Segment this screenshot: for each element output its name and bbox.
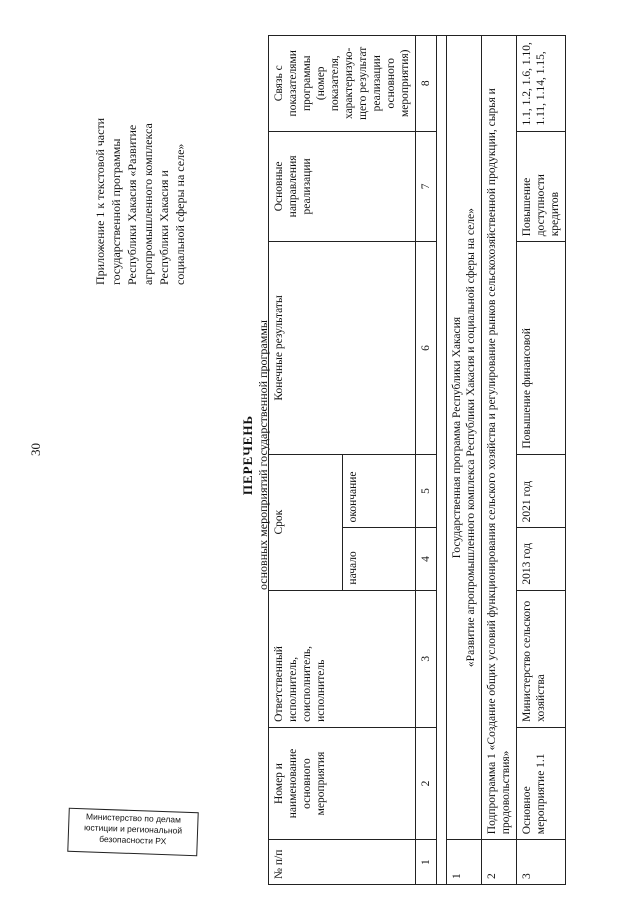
appendix-line: Республики Хакасия «Развитие	[125, 124, 139, 285]
header-results: Конечные результаты	[269, 242, 416, 454]
document-subtitle: основных мероприятий государственной программы	[256, 320, 270, 591]
header-end: окончание	[342, 454, 416, 528]
page-number: 30	[28, 443, 43, 456]
program-title-line: Государственная программа Республики Хакасия	[451, 316, 463, 559]
column-number: 3	[416, 590, 437, 727]
header-term: Срок	[269, 454, 343, 590]
column-number: 8	[416, 36, 437, 132]
appendix-line: Республики Хакасия и	[157, 170, 171, 285]
column-number: 7	[416, 131, 437, 242]
title-block	[240, 255, 271, 655]
header-responsible: Ответственный исполнитель, соисполнитель, исполнитель	[269, 590, 416, 727]
program-row-title	[447, 36, 482, 840]
program-row-num: 1	[447, 840, 482, 885]
program-row	[447, 36, 482, 885]
appendix-line: государственной программы	[109, 138, 123, 285]
measure-start: 2013 год	[517, 528, 566, 590]
column-number: 5	[416, 454, 437, 528]
spacer-row	[437, 36, 447, 885]
measure-name: Основное мероприятие 1.1	[517, 727, 566, 839]
column-number: 1	[416, 840, 437, 885]
stamp-line: Министерство по делам	[85, 811, 182, 825]
header-name: Номер и наименование основного мероприятия	[269, 727, 416, 839]
subprogram-row-num: 2	[482, 840, 517, 885]
measure-results: Повышение финансовой	[517, 242, 566, 454]
column-number: 4	[416, 528, 437, 590]
subprogram-row-title: Подпрограмма 1 «Создание общих условий функционирования сельского хозяйства и регулирование рынков сельскохозяйственной продукции, сырья и продовольствия»	[482, 36, 517, 840]
measure-link: 1.1, 1.2, 1.6, 1.10, 1.11, 1.14, 1.15,	[517, 36, 566, 132]
appendix-line: агропромышленного комплекса	[141, 123, 155, 285]
column-number: 6	[416, 242, 437, 454]
stamp-line: безопасности РХ	[99, 833, 167, 847]
header-num: № п/п	[269, 840, 416, 885]
subprogram-row	[482, 36, 517, 885]
column-number: 2	[416, 727, 437, 839]
document-title: ПЕРЕЧЕНЬ	[240, 414, 255, 496]
appendix-line: социальной сферы на селе»	[173, 143, 187, 285]
program-title-line: «Развитие агропромышленного комплекса Республики Хакасия и социальной сферы на селе»	[465, 208, 477, 668]
header-link: Связь с показателями программы (номер показателя, характеризую-щего результат реализации основного мероприятия)	[269, 36, 416, 132]
measures-table	[268, 35, 566, 885]
header-start: начало	[342, 528, 416, 590]
appendix-note	[92, 35, 188, 285]
measure-responsible: Министерство сельского хозяйства	[517, 590, 566, 727]
table-header-row	[269, 36, 343, 885]
measure-row-num: 3	[517, 840, 566, 885]
appendix-line: Приложение 1 к текстовой части	[93, 117, 107, 285]
stamp-line: юстиции и региональной	[83, 822, 183, 836]
measure-directions: Повышение доступности кредитов	[517, 131, 566, 242]
registration-stamp	[67, 808, 198, 857]
header-directions: Основные направления реализации	[269, 131, 416, 242]
measure-row	[517, 36, 566, 885]
column-number-row	[416, 36, 437, 885]
measure-end: 2021 год	[517, 454, 566, 528]
